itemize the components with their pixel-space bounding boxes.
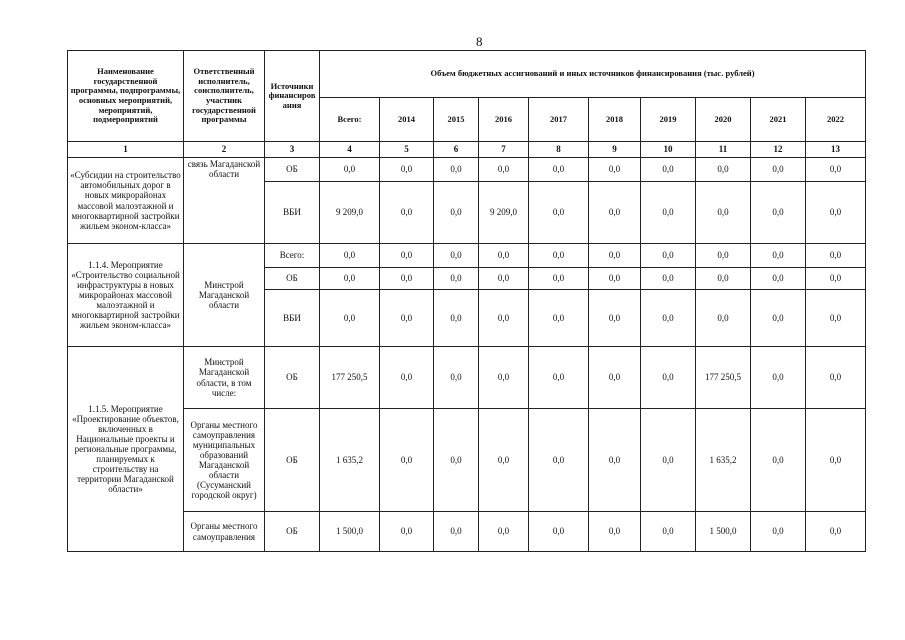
value-cell: 0,0 — [529, 182, 589, 244]
value-cell: 0,0 — [320, 290, 380, 347]
value-cell: 0,0 — [529, 409, 589, 512]
value-cell: 0,0 — [806, 182, 866, 244]
value-cell: 0,0 — [641, 409, 696, 512]
value-cell: 0,0 — [434, 290, 479, 347]
value-cell: 0,0 — [589, 268, 641, 290]
header-volume: Объем бюджетных ассигнований и иных источников финансирования (тыс. рублей) — [320, 51, 866, 98]
value-cell: 0,0 — [696, 290, 751, 347]
value-cell: 0,0 — [529, 290, 589, 347]
header-year: 2020 — [696, 98, 751, 142]
value-cell: 0,0 — [479, 409, 529, 512]
value-cell: 0,0 — [751, 409, 806, 512]
header-year: 2021 — [751, 98, 806, 142]
value-cell: 0,0 — [806, 347, 866, 409]
value-cell: 0,0 — [641, 290, 696, 347]
source-cell: ОБ — [265, 347, 320, 409]
source-cell: ОБ — [265, 512, 320, 552]
value-cell: 0,0 — [589, 347, 641, 409]
value-cell: 0,0 — [806, 512, 866, 552]
value-cell: 0,0 — [320, 244, 380, 268]
value-cell: 0,0 — [641, 268, 696, 290]
value-cell: 0,0 — [479, 512, 529, 552]
header-year: 2018 — [589, 98, 641, 142]
value-cell: 177 250,5 — [696, 347, 751, 409]
value-cell: 0,0 — [380, 182, 434, 244]
header-year: 2014 — [380, 98, 434, 142]
value-cell: 0,0 — [641, 512, 696, 552]
responsible-cell: Минстрой Магаданской области, в том числе: — [184, 347, 265, 409]
responsible-cell: Органы местного самоуправления — [184, 512, 265, 552]
value-cell: 0,0 — [320, 158, 380, 182]
value-cell: 0,0 — [696, 268, 751, 290]
value-cell: 0,0 — [434, 182, 479, 244]
header-year: 2017 — [529, 98, 589, 142]
value-cell: 0,0 — [806, 290, 866, 347]
column-number: 9 — [589, 142, 641, 158]
page-number: 8 — [476, 34, 483, 49]
value-cell: 0,0 — [529, 158, 589, 182]
table-row — [68, 158, 866, 182]
program-name-cell: 1.1.4. Мероприятие «Строительство социальной инфраструктуры в новых микрорайонах массовой малоэтажной и многоквартирной застройки жильем эконом-класса» — [68, 244, 184, 347]
value-cell: 0,0 — [641, 158, 696, 182]
value-cell: 0,0 — [641, 347, 696, 409]
source-cell: ОБ — [265, 268, 320, 290]
column-number: 7 — [479, 142, 529, 158]
program-name-cell: 1.1.5. Мероприятие «Проектирование объектов, включенных в Национальные проекты и региональные программы, планируемых к строительству на территории Магаданской области» — [68, 347, 184, 552]
value-cell: 9 209,0 — [479, 182, 529, 244]
column-number: 5 — [380, 142, 434, 158]
value-cell: 0,0 — [434, 409, 479, 512]
value-cell: 0,0 — [589, 409, 641, 512]
header-responsible: Ответственный исполнитель, соисполнитель, участник государственной программы — [184, 51, 265, 142]
value-cell: 0,0 — [751, 158, 806, 182]
value-cell: 0,0 — [380, 244, 434, 268]
value-cell: 0,0 — [380, 158, 434, 182]
header-total: Всего: — [320, 98, 380, 142]
value-cell: 0,0 — [806, 268, 866, 290]
table-row — [68, 244, 866, 268]
value-cell: 0,0 — [589, 290, 641, 347]
responsible-cell: Минстрой Магаданской области — [184, 244, 265, 347]
value-cell: 177 250,5 — [320, 347, 380, 409]
value-cell: 0,0 — [479, 268, 529, 290]
value-cell: 1 635,2 — [696, 409, 751, 512]
value-cell: 0,0 — [751, 290, 806, 347]
value-cell: 0,0 — [434, 268, 479, 290]
value-cell: 0,0 — [380, 268, 434, 290]
source-cell: ОБ — [265, 409, 320, 512]
value-cell: 0,0 — [479, 347, 529, 409]
responsible-cell: связь Магаданской области — [184, 158, 265, 244]
value-cell: 0,0 — [751, 347, 806, 409]
column-number: 2 — [184, 142, 265, 158]
value-cell: 0,0 — [696, 182, 751, 244]
value-cell: 0,0 — [751, 268, 806, 290]
value-cell: 0,0 — [479, 158, 529, 182]
value-cell: 0,0 — [589, 512, 641, 552]
value-cell: 0,0 — [641, 244, 696, 268]
source-cell: Всего: — [265, 244, 320, 268]
value-cell: 0,0 — [751, 244, 806, 268]
value-cell: 0,0 — [434, 512, 479, 552]
value-cell: 0,0 — [806, 158, 866, 182]
table-row — [68, 512, 866, 552]
value-cell: 0,0 — [529, 268, 589, 290]
column-number: 6 — [434, 142, 479, 158]
value-cell: 0,0 — [751, 182, 806, 244]
value-cell: 0,0 — [479, 244, 529, 268]
program-name-cell: «Субсидии на строительство автомобильных дорог в новых микрорайонах массовой малоэтажной и многоквартирной застройки жильем эконом-класса» — [68, 158, 184, 244]
value-cell: 0,0 — [380, 409, 434, 512]
column-number: 13 — [806, 142, 866, 158]
value-cell: 9 209,0 — [320, 182, 380, 244]
value-cell: 0,0 — [589, 182, 641, 244]
value-cell: 0,0 — [589, 244, 641, 268]
value-cell: 0,0 — [320, 268, 380, 290]
table-row — [68, 409, 866, 512]
value-cell: 0,0 — [806, 409, 866, 512]
column-number: 11 — [696, 142, 751, 158]
value-cell: 0,0 — [380, 290, 434, 347]
value-cell: 0,0 — [479, 290, 529, 347]
column-number: 10 — [641, 142, 696, 158]
header-year: 2015 — [434, 98, 479, 142]
column-number: 4 — [320, 142, 380, 158]
header-name: Наименование государственной программы, подпрограммы, основных мероприятий, мероприятий, подмероприятий — [68, 51, 184, 142]
value-cell: 0,0 — [751, 512, 806, 552]
value-cell: 0,0 — [434, 244, 479, 268]
value-cell: 1 500,0 — [320, 512, 380, 552]
source-cell: ВБИ — [265, 290, 320, 347]
value-cell: 0,0 — [589, 158, 641, 182]
value-cell: 0,0 — [641, 182, 696, 244]
budget-table — [67, 50, 866, 552]
value-cell: 1 500,0 — [696, 512, 751, 552]
value-cell: 1 635,2 — [320, 409, 380, 512]
value-cell: 0,0 — [696, 158, 751, 182]
table-row — [68, 347, 866, 409]
header-year: 2019 — [641, 98, 696, 142]
value-cell: 0,0 — [529, 244, 589, 268]
column-number: 12 — [751, 142, 806, 158]
value-cell: 0,0 — [380, 512, 434, 552]
source-cell: ОБ — [265, 158, 320, 182]
source-cell: ВБИ — [265, 182, 320, 244]
value-cell: 0,0 — [434, 347, 479, 409]
value-cell: 0,0 — [529, 512, 589, 552]
column-number: 3 — [265, 142, 320, 158]
value-cell: 0,0 — [434, 158, 479, 182]
column-number: 8 — [529, 142, 589, 158]
column-number: 1 — [68, 142, 184, 158]
header-sources: Источники финансиров ания — [265, 51, 320, 142]
value-cell: 0,0 — [806, 244, 866, 268]
value-cell: 0,0 — [696, 244, 751, 268]
header-year: 2016 — [479, 98, 529, 142]
responsible-cell: Органы местного самоуправления муниципальных образований Магаданской области (Сусуманский городской округ) — [184, 409, 265, 512]
value-cell: 0,0 — [529, 347, 589, 409]
header-year: 2022 — [806, 98, 866, 142]
value-cell: 0,0 — [380, 347, 434, 409]
